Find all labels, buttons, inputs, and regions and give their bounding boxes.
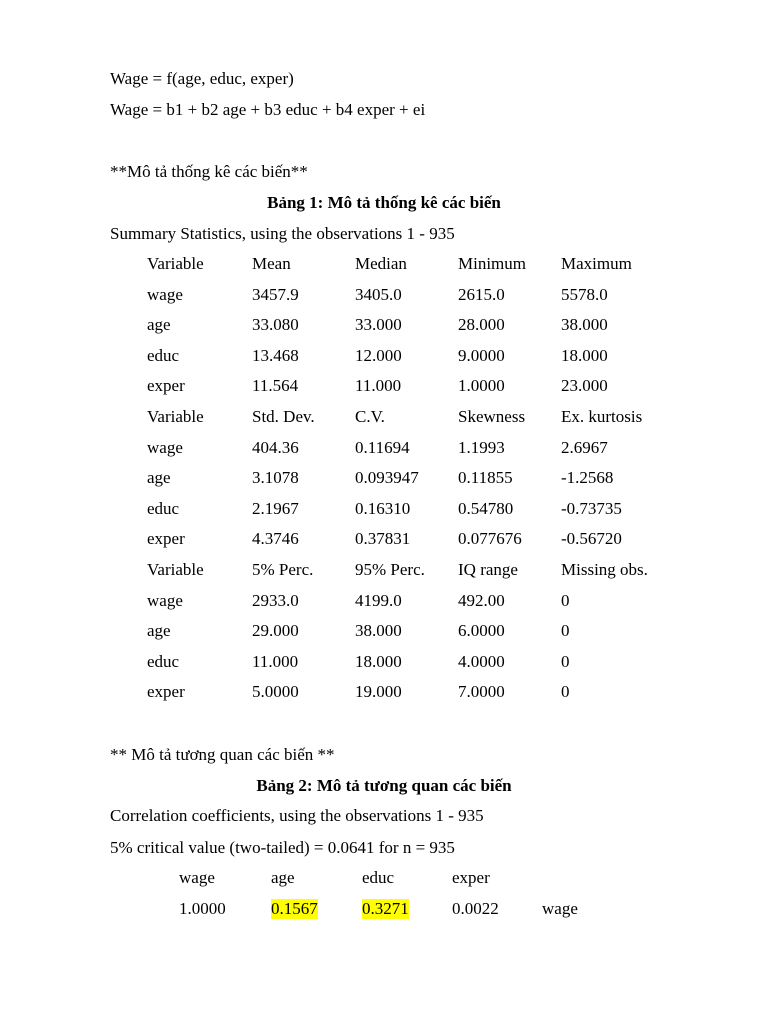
stats-value-cell: 12.000 — [355, 346, 402, 365]
correlation-line: Correlation coefficients, using the observations 1 - 935 — [110, 806, 484, 825]
stats-row-educ — [0, 346, 768, 366]
stats-value-cell: 492.00 — [458, 591, 505, 610]
stats-row-age — [0, 468, 768, 488]
stats-variable-cell: exper — [147, 376, 185, 395]
stats-variable-cell: exper — [147, 682, 185, 701]
stats-value-cell: 0.16310 — [355, 499, 411, 518]
stats-value-cell: 38.000 — [561, 315, 608, 334]
stats-value-cell: 7.0000 — [458, 682, 505, 701]
corr-header-educ: educ — [362, 868, 395, 887]
table1-title: Bảng 1: Mô tả thống kê các biến — [267, 193, 501, 212]
stats-value-cell: 0 — [561, 621, 570, 640]
table2-title: Bảng 2: Mô tả tương quan các biến — [256, 776, 512, 795]
stats-value-cell: IQ range — [458, 560, 518, 579]
stats-value-cell: 3457.9 — [252, 285, 299, 304]
stats-row-educ — [0, 652, 768, 672]
stats-value-cell: 0.54780 — [458, 499, 514, 518]
stats-value-cell: Missing obs. — [561, 560, 648, 579]
summary-statistics-line: Summary Statistics, using the observations 1 - 935 — [110, 224, 455, 243]
stats-variable-cell: wage — [147, 285, 183, 304]
stats-value-cell: 28.000 — [458, 315, 505, 334]
stats-value-cell: 3.1078 — [252, 468, 299, 487]
stats-value-cell: Std. Dev. — [252, 407, 315, 426]
correlation-header-row — [0, 868, 768, 888]
stats-header-row — [0, 254, 768, 274]
stats-row-exper — [0, 682, 768, 702]
stats-value-cell: 13.468 — [252, 346, 299, 365]
stats-value-cell: 29.000 — [252, 621, 299, 640]
stats-value-cell: 0 — [561, 652, 570, 671]
stats-value-cell: Skewness — [458, 407, 526, 426]
corr-header-wage: wage — [179, 868, 215, 887]
stats-value-cell: 5578.0 — [561, 285, 608, 304]
stats-variable-cell: exper — [147, 529, 185, 548]
stats-value-cell: 0 — [561, 682, 570, 701]
model-equation-line: Wage = b1 + b2 age + b3 educ + b4 exper + ei — [110, 100, 426, 119]
stats-value-cell: 1.1993 — [458, 438, 505, 457]
stats-value-cell: -0.73735 — [561, 499, 622, 518]
corr-header-exper: exper — [452, 868, 490, 887]
stats-value-cell: Minimum — [458, 254, 527, 273]
stats-value-cell: 0.093947 — [355, 468, 419, 487]
stats-value-cell: 2615.0 — [458, 285, 505, 304]
stats-value-cell: 11.000 — [355, 376, 402, 395]
stats-variable-cell: educ — [147, 499, 180, 518]
stats-value-cell: 9.0000 — [458, 346, 505, 365]
stats-value-cell: 11.000 — [252, 652, 299, 671]
corr-header-age: age — [271, 868, 295, 887]
stats-value-cell: Maximum — [561, 254, 632, 273]
stats-variable-cell: wage — [147, 438, 183, 457]
stats-variable-cell: wage — [147, 591, 183, 610]
stats-header-row — [0, 407, 768, 427]
stats-value-cell: 0 — [561, 591, 570, 610]
stats-value-cell: 0.11694 — [355, 438, 410, 457]
stats-value-cell: 5.0000 — [252, 682, 299, 701]
stats-value-cell: 4.0000 — [458, 652, 505, 671]
stats-value-cell: 0.37831 — [355, 529, 411, 548]
stats-value-cell: 2933.0 — [252, 591, 299, 610]
stats-row-wage — [0, 591, 768, 611]
stats-value-cell: -0.56720 — [561, 529, 622, 548]
stats-value-cell: 2.6967 — [561, 438, 608, 457]
stats-value-cell: 11.564 — [252, 376, 299, 395]
stats-value-cell: 1.0000 — [458, 376, 505, 395]
section1-heading: **Mô tả thống kê các biến** — [110, 162, 308, 181]
stats-value-cell: 2.1967 — [252, 499, 299, 518]
stats-value-cell: 95% Perc. — [355, 560, 425, 579]
stats-value-cell: 4199.0 — [355, 591, 402, 610]
stats-value-cell: 4.3746 — [252, 529, 299, 548]
stats-value-cell: 18.000 — [561, 346, 608, 365]
stats-row-exper — [0, 529, 768, 549]
stats-value-cell: 0.11855 — [458, 468, 513, 487]
stats-row-wage — [0, 285, 768, 305]
critical-value-line: 5% critical value (two-tailed) = 0.0641 for n = 935 — [110, 838, 455, 857]
stats-value-cell: Median — [355, 254, 407, 273]
corr-wage-wage: 1.0000 — [179, 899, 226, 918]
stats-variable-cell: age — [147, 621, 171, 640]
stats-value-cell: 0.077676 — [458, 529, 522, 548]
corr-row-label: wage — [542, 899, 578, 918]
stats-value-cell: 404.36 — [252, 438, 299, 457]
stats-row-wage — [0, 438, 768, 458]
corr-wage-educ-highlighted: 0.3271 — [362, 899, 409, 918]
corr-wage-age-highlighted: 0.1567 — [271, 899, 318, 918]
stats-value-cell: 5% Perc. — [252, 560, 314, 579]
stats-value-cell: C.V. — [355, 407, 385, 426]
stats-value-cell: 18.000 — [355, 652, 402, 671]
stats-value-cell: 3405.0 — [355, 285, 402, 304]
stats-variable-cell: Variable — [147, 254, 204, 273]
stats-variable-cell: age — [147, 468, 171, 487]
stats-value-cell: 6.0000 — [458, 621, 505, 640]
stats-variable-cell: Variable — [147, 560, 204, 579]
section2-heading: ** Mô tả tương quan các biến ** — [110, 745, 335, 764]
stats-row-educ — [0, 499, 768, 519]
stats-value-cell: -1.2568 — [561, 468, 614, 487]
stats-value-cell: Mean — [252, 254, 291, 273]
stats-row-exper — [0, 376, 768, 396]
stats-header-row — [0, 560, 768, 580]
model-function-line: Wage = f(age, educ, exper) — [110, 69, 294, 88]
stats-value-cell: 33.080 — [252, 315, 299, 334]
corr-wage-exper: 0.0022 — [452, 899, 499, 918]
stats-variable-cell: Variable — [147, 407, 204, 426]
stats-row-age — [0, 621, 768, 641]
stats-value-cell: Ex. kurtosis — [561, 407, 643, 426]
correlation-row-wage — [0, 899, 768, 919]
stats-row-age — [0, 315, 768, 335]
stats-value-cell: 33.000 — [355, 315, 402, 334]
stats-value-cell: 19.000 — [355, 682, 402, 701]
stats-variable-cell: age — [147, 315, 171, 334]
stats-value-cell: 23.000 — [561, 376, 608, 395]
stats-value-cell: 38.000 — [355, 621, 402, 640]
stats-variable-cell: educ — [147, 346, 180, 365]
stats-variable-cell: educ — [147, 652, 180, 671]
